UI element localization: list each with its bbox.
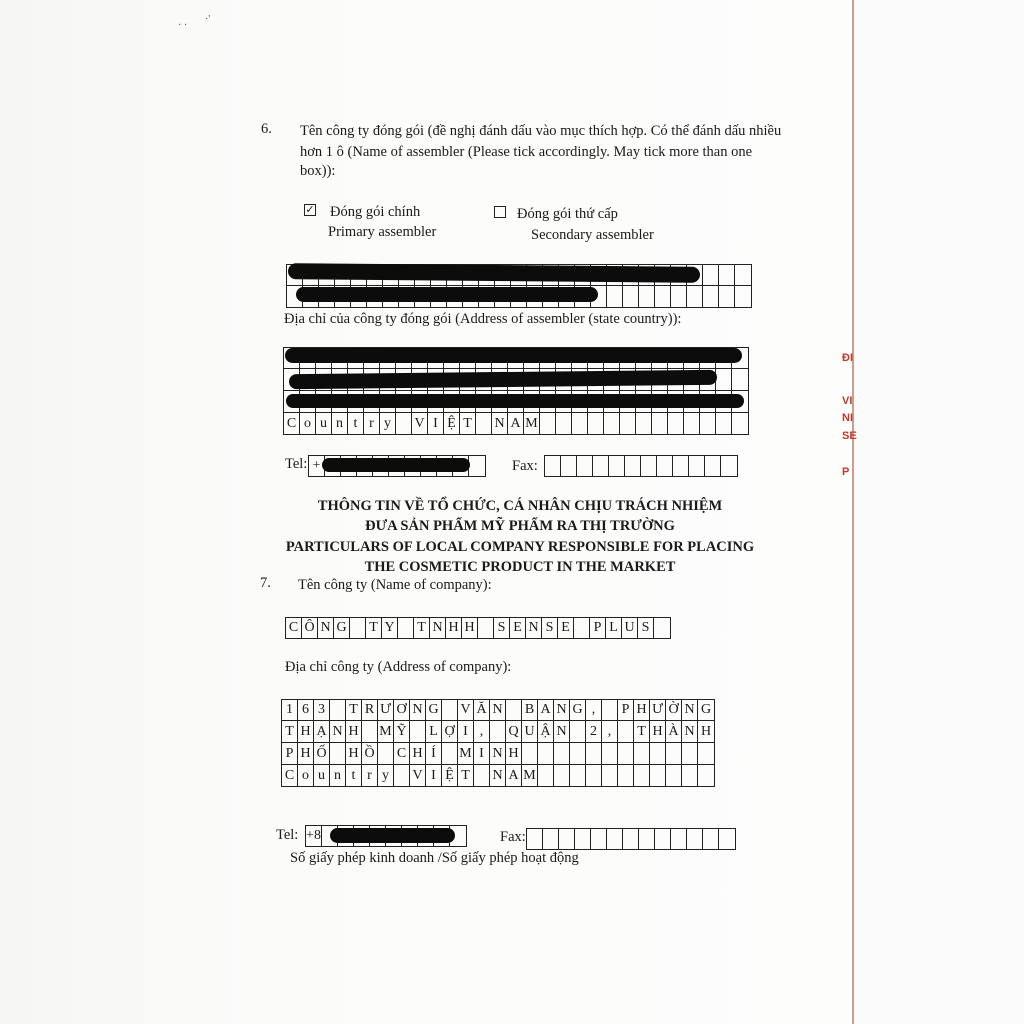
grid-cell[interactable]: M (458, 743, 474, 764)
grid-cell[interactable] (641, 456, 657, 476)
assembler-tel-label: Tel: (285, 456, 308, 472)
grid-cell[interactable] (639, 286, 655, 307)
grid-cell[interactable]: Ờ (666, 700, 682, 720)
grid-cell[interactable]: Ă (474, 700, 490, 720)
grid-cell[interactable] (602, 700, 618, 720)
company-fax-label: Fax: (500, 829, 526, 845)
grid-cell[interactable]: u (316, 413, 332, 434)
grid-cell[interactable]: T (460, 413, 476, 434)
grid-cell[interactable] (639, 829, 655, 849)
question-6-number: 6. (261, 121, 272, 137)
grid-cell[interactable] (657, 456, 673, 476)
company-tel-label: Tel: (276, 827, 299, 843)
company-name-label: Tên công ty (Name of company): (298, 577, 492, 593)
grid-cell[interactable] (604, 413, 620, 434)
grid-cell[interactable]: E (558, 618, 574, 638)
grid-cell[interactable] (602, 743, 618, 764)
grid-cell[interactable]: C (284, 413, 300, 434)
grid-cell[interactable]: + (309, 456, 325, 476)
grid-cell[interactable]: Ố (314, 743, 330, 764)
redaction-mark (322, 458, 470, 472)
grid-cell[interactable]: 3 (314, 700, 330, 720)
grid-cell[interactable]: M (378, 721, 394, 742)
grid-cell[interactable] (655, 286, 671, 307)
grid-cell[interactable]: M (524, 413, 540, 434)
grid-cell[interactable] (687, 829, 703, 849)
grid-cell[interactable] (655, 829, 671, 849)
grid-cell[interactable]: o (300, 413, 316, 434)
grid-cell[interactable] (636, 413, 652, 434)
stamp-fragment-2: VI (842, 395, 853, 407)
grid-cell[interactable]: Ậ (538, 721, 554, 742)
grid-cell[interactable] (554, 743, 570, 764)
grid-cell[interactable] (575, 829, 591, 849)
grid-cell[interactable] (362, 721, 378, 742)
grid-cell[interactable] (396, 413, 412, 434)
grid-cell[interactable] (570, 765, 586, 786)
business-license-label: Số giấy phép kinh doanh /Số giấy phép hoạt động (290, 850, 579, 866)
grid-cell[interactable] (476, 413, 492, 434)
grid-cell[interactable] (522, 743, 538, 764)
grid-cell[interactable]: , (586, 700, 602, 720)
primary-assembler-label-en: Primary assembler (328, 224, 437, 240)
grid-cell[interactable]: V (412, 413, 428, 434)
grid-cell[interactable] (561, 456, 577, 476)
grid-cell[interactable] (350, 618, 366, 638)
grid-cell[interactable]: L (606, 618, 622, 638)
grid-cell[interactable] (394, 765, 410, 786)
grid-cell[interactable] (673, 456, 689, 476)
grid-cell[interactable] (330, 700, 346, 720)
primary-assembler-label-vi: Đóng gói chính (330, 204, 421, 220)
grid-cell[interactable] (618, 765, 634, 786)
grid-cell[interactable] (469, 456, 485, 476)
grid-cell[interactable] (654, 618, 670, 638)
grid-cell[interactable] (442, 700, 458, 720)
grid-cell[interactable] (634, 765, 650, 786)
grid-cell[interactable]: U (622, 618, 638, 638)
grid-cell[interactable] (682, 743, 698, 764)
grid-cell[interactable]: H (298, 721, 314, 742)
grid-cell[interactable] (703, 286, 719, 307)
grid-cell[interactable]: u (314, 765, 330, 786)
grid-cell[interactable]: S (542, 618, 558, 638)
secondary-assembler-label-vi: Đóng gói thứ cấp (517, 206, 618, 222)
grid-cell[interactable]: 1 (282, 700, 298, 720)
grid-cell[interactable]: Ơ (394, 700, 410, 720)
grid-cell[interactable] (398, 618, 414, 638)
grid-cell[interactable]: Í (426, 743, 442, 764)
secondary-assembler-checkbox[interactable] (494, 206, 506, 218)
grid-cell[interactable] (538, 743, 554, 764)
grid-cell[interactable] (735, 265, 751, 285)
grid-cell[interactable]: I (458, 721, 474, 742)
grid-cell[interactable] (671, 829, 687, 849)
grid-cell[interactable]: L (426, 721, 442, 742)
section-title-en-1: PARTICULARS OF LOCAL COMPANY RESPONSIBLE FOR PLACING (285, 539, 755, 555)
grid-cell[interactable]: Ồ (362, 743, 378, 764)
grid-cell[interactable]: N (682, 700, 698, 720)
grid-cell[interactable]: N (554, 700, 570, 720)
grid-cell[interactable]: G (426, 700, 442, 720)
grid-cell[interactable] (609, 456, 625, 476)
grid-cell[interactable] (556, 413, 572, 434)
grid-cell[interactable] (623, 829, 639, 849)
grid-cell[interactable]: N (490, 765, 506, 786)
grid-cell[interactable]: N (318, 618, 334, 638)
grid-cell[interactable]: N (492, 413, 508, 434)
company-name-field[interactable] (285, 617, 671, 639)
grid-cell[interactable] (668, 413, 684, 434)
grid-cell[interactable] (378, 743, 394, 764)
grid-cell[interactable]: C (282, 765, 298, 786)
grid-cell[interactable]: H (446, 618, 462, 638)
grid-cell[interactable] (591, 829, 607, 849)
grid-cell[interactable] (700, 413, 716, 434)
grid-cell[interactable]: I (474, 743, 490, 764)
company-fax-field[interactable] (526, 828, 736, 850)
grid-cell[interactable] (543, 829, 559, 849)
grid-cell[interactable] (625, 456, 641, 476)
grid-cell[interactable]: T (414, 618, 430, 638)
grid-cell[interactable] (602, 765, 618, 786)
question-7-number: 7. (260, 575, 271, 591)
grid-cell[interactable]: y (378, 765, 394, 786)
grid-cell[interactable] (607, 829, 623, 849)
grid-cell[interactable]: H (410, 743, 426, 764)
grid-cell[interactable]: , (602, 721, 618, 742)
grid-cell[interactable] (698, 743, 714, 764)
grid-cell[interactable] (527, 829, 543, 849)
grid-cell[interactable] (540, 413, 556, 434)
grid-cell[interactable] (474, 765, 490, 786)
grid-cell[interactable]: , (474, 721, 490, 742)
grid-cell[interactable]: A (508, 413, 524, 434)
grid-cell[interactable]: Ô (302, 618, 318, 638)
grid-cell[interactable]: r (364, 413, 380, 434)
grid-cell[interactable]: U (522, 721, 538, 742)
grid-cell[interactable] (490, 721, 506, 742)
grid-cell[interactable]: M (522, 765, 538, 786)
grid-cell[interactable] (687, 286, 703, 307)
grid-cell[interactable]: Ợ (442, 721, 458, 742)
grid-cell[interactable] (574, 618, 590, 638)
grid-cell[interactable]: 6 (298, 700, 314, 720)
grid-cell[interactable]: P (282, 743, 298, 764)
grid-cell[interactable] (593, 456, 609, 476)
grid-cell[interactable]: N (682, 721, 698, 742)
grid-cell[interactable]: A (538, 700, 554, 720)
grid-cell[interactable]: H (634, 700, 650, 720)
grid-cell[interactable]: T (366, 618, 382, 638)
grid-cell[interactable]: H (462, 618, 478, 638)
grid-cell[interactable]: r (362, 765, 378, 786)
grid-cell[interactable]: Y (382, 618, 398, 638)
grid-cell[interactable] (721, 456, 737, 476)
grid-cell[interactable]: À (666, 721, 682, 742)
grid-cell[interactable]: N (554, 721, 570, 742)
grid-cell[interactable] (545, 456, 561, 476)
grid-cell[interactable] (559, 829, 575, 849)
grid-cell[interactable]: T (346, 700, 362, 720)
grid-cell[interactable] (666, 765, 682, 786)
redaction-mark (286, 394, 744, 408)
grid-cell[interactable] (620, 413, 636, 434)
grid-cell[interactable]: H (298, 743, 314, 764)
grid-cell[interactable]: E (510, 618, 526, 638)
grid-cell[interactable]: N (490, 700, 506, 720)
grid-cell[interactable]: P (590, 618, 606, 638)
grid-cell[interactable]: t (346, 765, 362, 786)
grid-cell[interactable]: T (282, 721, 298, 742)
grid-cell[interactable]: o (298, 765, 314, 786)
assembler-country-row[interactable] (283, 413, 749, 435)
scan-speck: ·' (205, 14, 211, 25)
grid-cell[interactable] (689, 456, 705, 476)
grid-cell[interactable]: Ệ (444, 413, 460, 434)
grid-cell[interactable]: Ư (650, 700, 666, 720)
grid-cell[interactable]: C (286, 618, 302, 638)
section-title-vi-2: ĐƯA SẢN PHẨM MỸ PHẨM RA THỊ TRƯỜNG (365, 518, 675, 534)
grid-cell[interactable]: V (458, 700, 474, 720)
grid-cell[interactable]: +8 (306, 826, 322, 846)
grid-cell[interactable]: R (362, 700, 378, 720)
grid-cell[interactable] (671, 286, 687, 307)
grid-cell[interactable] (719, 829, 735, 849)
section-title-en-2: THE COSMETIC PRODUCT IN THE MARKET (364, 559, 676, 575)
grid-cell[interactable] (666, 743, 682, 764)
grid-cell[interactable]: Ệ (442, 765, 458, 786)
question-6-line-2: hơn 1 ô (Name of assembler (Please tick accordingly. May tick more than one (300, 144, 753, 160)
grid-cell[interactable]: N (526, 618, 542, 638)
grid-cell[interactable]: t (348, 413, 364, 434)
grid-cell[interactable]: S (494, 618, 510, 638)
grid-cell[interactable] (703, 829, 719, 849)
grid-cell[interactable] (735, 286, 751, 307)
redaction-mark (330, 828, 455, 843)
assembler-fax-field[interactable] (544, 455, 738, 477)
stamp-fragment-4: SE (842, 430, 857, 442)
grid-cell[interactable] (588, 413, 604, 434)
grid-cell[interactable] (442, 743, 458, 764)
stamp-fragment-5: P (842, 466, 850, 478)
grid-cell[interactable]: G (334, 618, 350, 638)
grid-cell[interactable]: 2 (586, 721, 602, 742)
question-6-line-1: Tên công ty đóng gói (đề nghị đánh dấu vào mục thích hợp. Có thể đánh dấu nhiều (300, 123, 782, 139)
grid-cell[interactable] (618, 721, 634, 742)
grid-cell[interactable] (634, 743, 650, 764)
grid-cell[interactable]: n (332, 413, 348, 434)
grid-cell[interactable] (410, 721, 426, 742)
grid-cell[interactable] (538, 765, 554, 786)
grid-cell[interactable]: A (506, 765, 522, 786)
grid-cell[interactable]: N (330, 721, 346, 742)
grid-cell[interactable] (330, 743, 346, 764)
grid-cell[interactable] (572, 413, 588, 434)
grid-cell[interactable]: Ư (378, 700, 394, 720)
assembler-fax-label: Fax: (512, 458, 538, 474)
grid-cell[interactable]: P (618, 700, 634, 720)
grid-cell[interactable] (570, 743, 586, 764)
grid-cell[interactable]: H (346, 721, 362, 742)
grid-cell[interactable] (682, 765, 698, 786)
grid-cell[interactable]: C (394, 743, 410, 764)
grid-cell[interactable]: I (426, 765, 442, 786)
grid-cell[interactable]: I (428, 413, 444, 434)
grid-cell[interactable]: V (410, 765, 426, 786)
primary-assembler-checkbox[interactable]: ✓ (305, 204, 315, 216)
grid-cell[interactable]: H (506, 743, 522, 764)
grid-cell[interactable] (478, 618, 494, 638)
redaction-mark (296, 287, 598, 302)
grid-cell[interactable]: B (522, 700, 538, 720)
grid-cell[interactable]: n (330, 765, 346, 786)
scan-speck: · · (178, 20, 188, 31)
grid-cell[interactable]: S (638, 618, 654, 638)
grid-cell[interactable] (618, 743, 634, 764)
grid-cell[interactable] (732, 413, 748, 434)
question-6-line-3: box)): (300, 163, 336, 179)
company-address-label: Địa chỉ công ty (Address of company): (285, 659, 512, 675)
grid-cell[interactable] (506, 700, 522, 720)
section-title-vi-1: THÔNG TIN VỀ TỔ CHỨC, CÁ NHÂN CHỊU TRÁCH NHIỆM (317, 498, 723, 514)
grid-cell[interactable] (684, 413, 700, 434)
grid-cell[interactable]: N (410, 700, 426, 720)
grid-cell[interactable]: Q (506, 721, 522, 742)
grid-cell[interactable] (698, 765, 714, 786)
grid-cell[interactable] (652, 413, 668, 434)
grid-cell[interactable] (554, 765, 570, 786)
stamp-fragment-1: ĐI (842, 352, 853, 364)
grid-cell[interactable] (570, 721, 586, 742)
grid-cell[interactable]: H (700, 723, 712, 739)
grid-cell[interactable] (607, 286, 623, 307)
background-margin (854, 0, 1024, 1024)
grid-cell[interactable] (719, 286, 735, 307)
grid-cell[interactable] (650, 743, 666, 764)
grid-cell[interactable] (586, 743, 602, 764)
secondary-assembler-label-en: Secondary assembler (531, 227, 654, 243)
grid-cell[interactable]: H (346, 743, 362, 764)
grid-cell[interactable]: N (430, 618, 446, 638)
grid-cell[interactable]: H (650, 721, 666, 742)
company-address-row[interactable] (281, 699, 715, 721)
grid-cell[interactable] (732, 369, 748, 390)
grid-cell[interactable] (716, 369, 732, 390)
grid-cell[interactable]: Ỹ (394, 721, 410, 742)
grid-cell[interactable] (577, 456, 593, 476)
grid-cell[interactable]: T (458, 765, 474, 786)
grid-cell[interactable]: N (490, 743, 506, 764)
grid-cell[interactable]: G (700, 702, 712, 717)
company-country-row[interactable] (281, 765, 715, 787)
grid-cell[interactable]: T (634, 721, 650, 742)
grid-cell[interactable]: G (570, 700, 586, 720)
redaction-mark (285, 348, 742, 363)
grid-cell[interactable] (703, 265, 719, 285)
grid-cell[interactable]: y (380, 413, 396, 434)
grid-cell[interactable] (716, 413, 732, 434)
company-address-row[interactable] (281, 743, 715, 765)
grid-cell[interactable]: Ạ (314, 721, 330, 742)
grid-cell[interactable] (719, 265, 735, 285)
grid-cell[interactable] (586, 765, 602, 786)
stamp-fragment-3: NI (842, 412, 853, 424)
grid-cell[interactable] (650, 765, 666, 786)
grid-cell[interactable] (623, 286, 639, 307)
grid-cell[interactable] (705, 456, 721, 476)
company-address-row[interactable] (281, 721, 715, 743)
assembler-address-label: Địa chỉ của công ty đóng gói (Address of assembler (state country)): (284, 311, 682, 327)
